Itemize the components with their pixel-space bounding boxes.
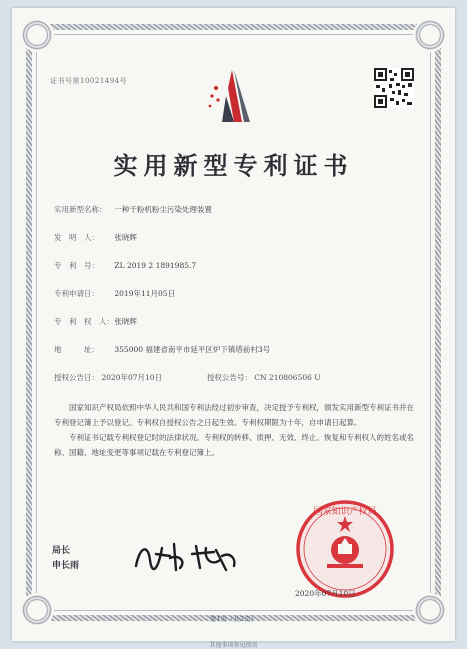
certificate-sheet: [12, 8, 455, 649]
corner-ornament: [413, 18, 447, 52]
field-value: 2019年11月05日: [114, 289, 176, 298]
field-grant-info: [54, 372, 321, 383]
director-title: 局长: [52, 546, 71, 556]
field-value: 张晓辉: [114, 317, 137, 326]
qr-code-icon: [374, 68, 414, 108]
field-value: 张晓辉: [114, 233, 137, 242]
field-label: 专利申请日：: [54, 289, 99, 298]
field-label: 专 利 号：: [54, 261, 99, 270]
field-label: 实用新型名称：: [54, 205, 107, 214]
field-value: 355000 福建省南平市延平区炉下镇塔前村3号: [114, 345, 271, 354]
director-signature: [130, 536, 250, 576]
seal-date: 2020年07月10日: [295, 589, 356, 598]
certificate-number: 证书号第10021494号: [50, 77, 128, 85]
grant-number-value: CN 210806506 U: [254, 373, 321, 382]
body-paragraph: 国家知识产权局依照中华人民共和国专利法经过初步审查，决定授予专利权，颁发实用新型专利证书并在专利登记簿上予以登记。专利权自授权公告之日起生效。专利权期限为十年，自申请日起算。: [54, 403, 414, 427]
certificate-body: [54, 400, 414, 460]
patent-office-emblem-icon: [204, 66, 264, 126]
corner-ornament: [20, 18, 54, 52]
seal-label: 国家知识产权局: [313, 507, 377, 517]
certificate-title: 实用新型专利证书: [113, 151, 354, 180]
official-seal-icon: [294, 498, 396, 600]
field-utility-model-name: [54, 204, 212, 215]
footer-note: 其他事项参见续页: [209, 642, 258, 649]
field-label: 发 明 人：: [54, 233, 99, 242]
field-address: [54, 344, 270, 355]
grant-date-value: 2020年07月10日: [101, 373, 163, 382]
body-paragraph: 专利证书记载专利权登记时的法律状况。专利权的转移、质押、无效、终止、恢复和专利权人的姓名或名称、国籍、地址变更等事项记载在专利登记簿上。: [54, 433, 414, 457]
field-inventor: [54, 232, 137, 243]
field-value: 一种干粉机粉尘污染处理装置: [114, 205, 212, 214]
field-application-date: [54, 288, 175, 299]
field-patentee: [54, 316, 137, 327]
field-patent-number: [54, 260, 196, 271]
grant-number-label: 授权公告号：: [206, 373, 252, 382]
grant-date-label: 授权公告日：: [54, 373, 99, 382]
page-number: 第1页（共2页）: [209, 615, 258, 623]
field-label: 地 址：: [54, 345, 99, 354]
director-name: 申长雨: [52, 561, 80, 571]
field-label: 专 利 权 人：: [54, 317, 114, 326]
field-value: ZL 2019 2 1891985.7: [114, 261, 197, 270]
